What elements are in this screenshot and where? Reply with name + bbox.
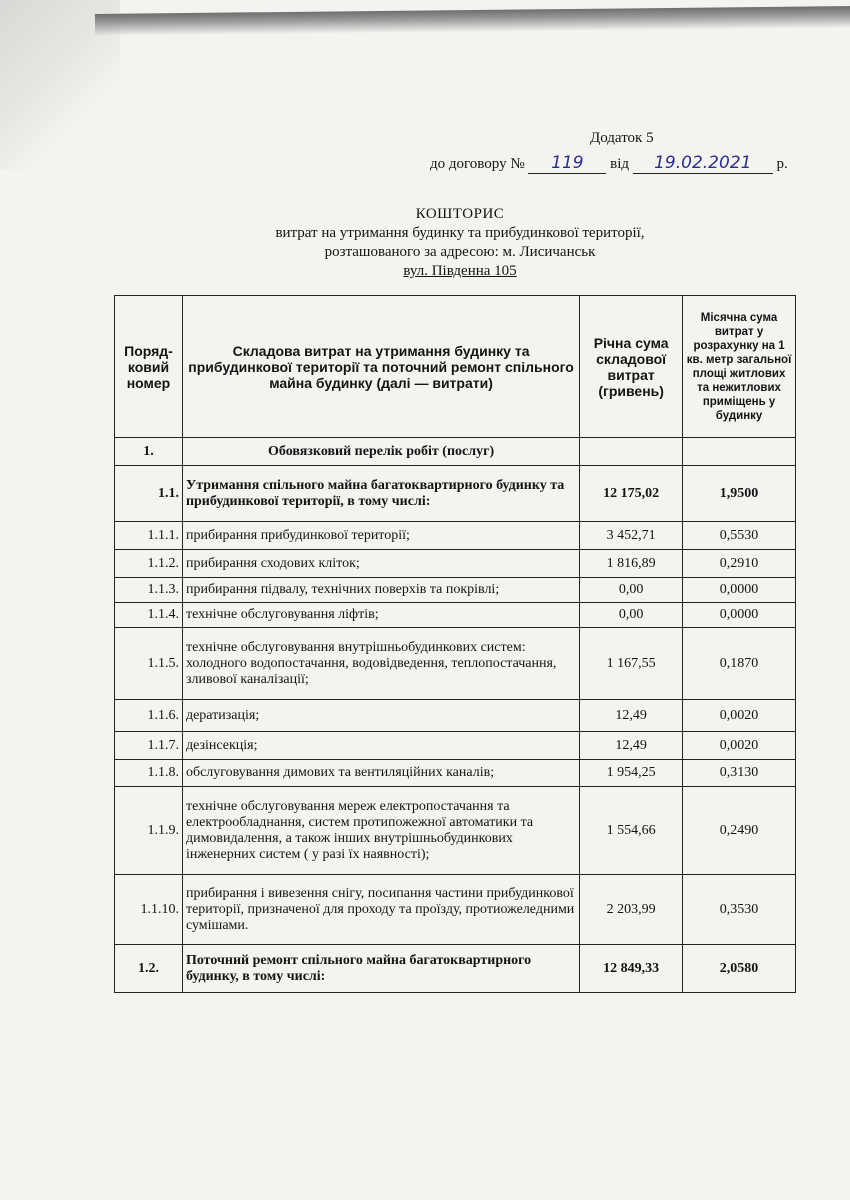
row-label: прибирання і вивезення снігу, посипання частини прибудинкової території, призначеної для проходу та проїзду, протиожеледними сумішами. <box>182 875 579 945</box>
row-label: обслуговування димових та вентиляційних каналів; <box>182 760 579 787</box>
row-monthly: 0,0020 <box>683 700 796 732</box>
appendix-label: Додаток 5 <box>590 130 654 146</box>
row-annual: 1 167,55 <box>580 628 683 700</box>
table-row <box>115 700 796 732</box>
contract-line <box>430 153 810 174</box>
table-row <box>115 945 796 993</box>
row-label: прибирання підвалу, технічних поверхів та покрівлі; <box>182 578 579 603</box>
row-annual: 2 203,99 <box>580 875 683 945</box>
document-header <box>430 130 810 174</box>
table-row <box>115 875 796 945</box>
row-monthly: 0,5530 <box>683 522 796 550</box>
date-prefix: від <box>610 156 630 172</box>
row-monthly: 2,0580 <box>683 945 796 993</box>
row-annual: 1 554,66 <box>580 787 683 875</box>
section-row <box>115 438 796 466</box>
row-monthly: 0,2910 <box>683 550 796 578</box>
date-suffix: р. <box>776 156 788 172</box>
row-annual: 0,00 <box>580 603 683 628</box>
table-row <box>115 732 796 760</box>
scan-edge-shadow <box>95 6 850 36</box>
header-item: Складова витрат на утримання будинку та прибудинкової території та поточний ремонт спільного майна будинку (далі — витрати) <box>182 296 579 438</box>
row-label: дезінсекція; <box>182 732 579 760</box>
section-number: 1. <box>115 438 183 466</box>
row-number: 1.2. <box>115 945 183 993</box>
row-number: 1.1.8. <box>115 760 183 787</box>
row-number: 1.1.10. <box>115 875 183 945</box>
row-label: технічне обслуговування ліфтів; <box>182 603 579 628</box>
contract-number: 119 <box>528 153 606 174</box>
header-monthly: Місячна сума витрат у розрахунку на 1 кв. метр загальної площі житлових та нежитлових приміщень у будинку <box>683 296 796 438</box>
row-monthly: 0,0020 <box>683 732 796 760</box>
contract-date: 19.02.2021 <box>633 153 773 174</box>
row-label: Утримання спільного майна багатоквартирного будинку та прибудинкової території, в тому числі: <box>182 466 579 522</box>
row-label: прибирання прибудинкової території; <box>182 522 579 550</box>
row-number: 1.1.3. <box>115 578 183 603</box>
contract-prefix: до договору № <box>430 156 525 172</box>
row-annual: 12,49 <box>580 700 683 732</box>
table-row <box>115 603 796 628</box>
title-line-1: витрат на утримання будинку та прибудинкової території, <box>275 225 645 241</box>
row-annual: 12,49 <box>580 732 683 760</box>
row-annual: 1 816,89 <box>580 550 683 578</box>
row-label: дератизація; <box>182 700 579 732</box>
table-row <box>115 628 796 700</box>
row-number: 1.1.1. <box>115 522 183 550</box>
title-block <box>240 205 680 281</box>
title-line-2: розташованого за адресою: м. Лисичанськ <box>324 244 596 260</box>
row-monthly: 0,1870 <box>683 628 796 700</box>
address-street: вул. Південна 105 <box>403 263 517 279</box>
row-monthly: 1,9500 <box>683 466 796 522</box>
row-monthly: 0,3530 <box>683 875 796 945</box>
row-number: 1.1. <box>115 466 183 522</box>
row-number: 1.1.4. <box>115 603 183 628</box>
row-number: 1.1.2. <box>115 550 183 578</box>
row-monthly: 0,2490 <box>683 787 796 875</box>
row-monthly: 0,0000 <box>683 578 796 603</box>
header-number: Поряд-ковий номер <box>115 296 183 438</box>
row-annual: 12 849,33 <box>580 945 683 993</box>
section-annual-empty <box>580 438 683 466</box>
table-row <box>115 522 796 550</box>
table-row <box>115 550 796 578</box>
row-monthly: 0,0000 <box>683 603 796 628</box>
row-annual: 1 954,25 <box>580 760 683 787</box>
row-annual: 0,00 <box>580 578 683 603</box>
row-label: технічне обслуговування внутрішньобудинкових систем: холодного водопостачання, водовідведення, теплопостачання, зливової каналізації; <box>182 628 579 700</box>
row-annual: 3 452,71 <box>580 522 683 550</box>
table-row <box>115 578 796 603</box>
section-monthly-empty <box>683 438 796 466</box>
budget-table <box>114 295 796 993</box>
row-number: 1.1.6. <box>115 700 183 732</box>
row-label: Поточний ремонт спільного майна багатоквартирного будинку, в тому числі: <box>182 945 579 993</box>
row-number: 1.1.7. <box>115 732 183 760</box>
row-number: 1.1.5. <box>115 628 183 700</box>
table-header-row <box>115 296 796 438</box>
table-row <box>115 787 796 875</box>
header-annual: Річна сума складової витрат (гривень) <box>580 296 683 438</box>
row-label: прибирання сходових кліток; <box>182 550 579 578</box>
row-number: 1.1.9. <box>115 787 183 875</box>
row-label: технічне обслуговування мереж електропостачання та електрообладнання, систем протипожежної автоматики та димовидалення, а також інших внутрішньобудинкових інженерних систем ( у разі їх наявності); <box>182 787 579 875</box>
table-row <box>115 760 796 787</box>
table-row <box>115 466 796 522</box>
row-monthly: 0,3130 <box>683 760 796 787</box>
section-label: Обовязковий перелік робіт (послуг) <box>182 438 579 466</box>
row-annual: 12 175,02 <box>580 466 683 522</box>
document-title: КОШТОРИС <box>415 206 505 222</box>
